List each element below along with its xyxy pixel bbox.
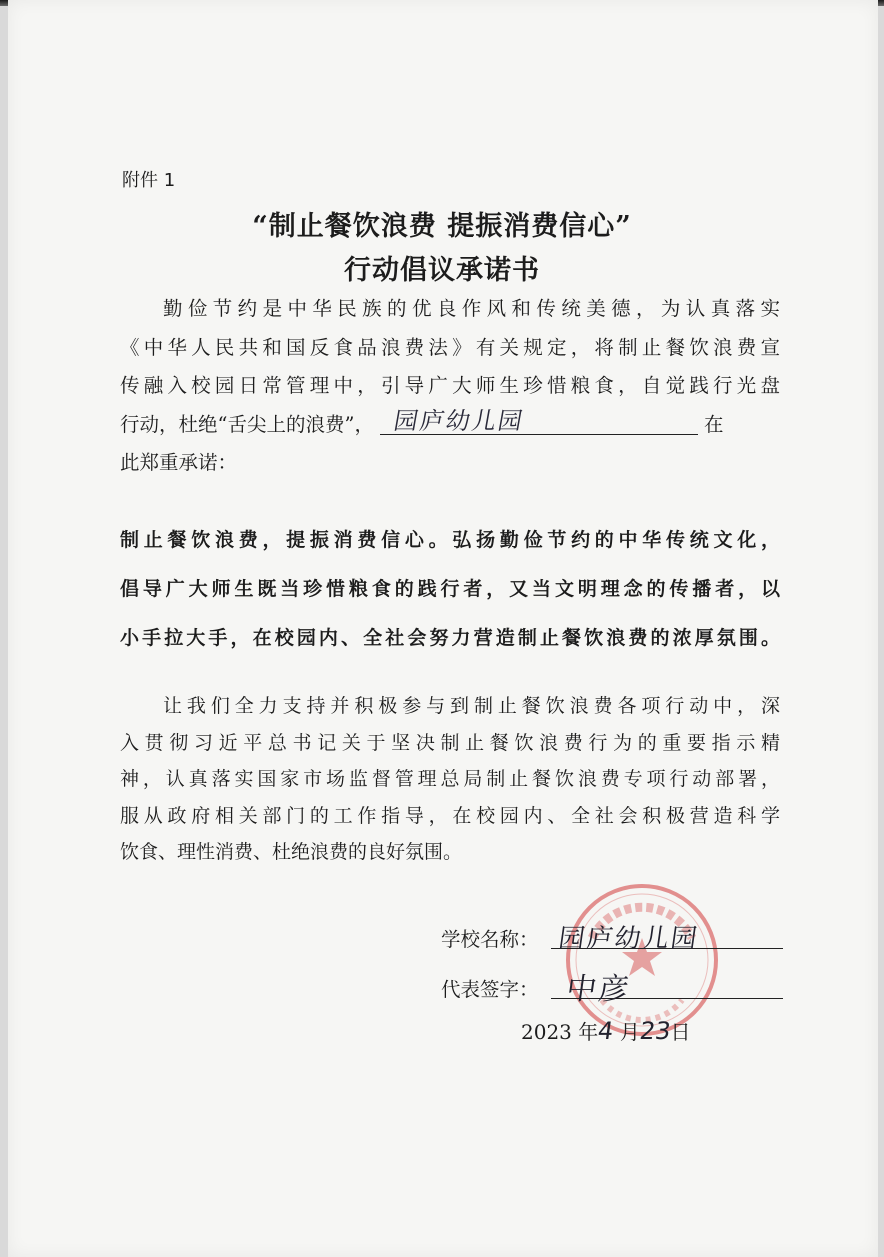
date-year: 2023 年 [521, 1020, 599, 1044]
text-line: 神，认真落实国家市场监督管理总局制止餐饮浪费专项行动部署， [120, 768, 780, 790]
school-fill-line [120, 406, 780, 445]
handwritten-representative-signature: 中彦 [564, 972, 633, 1007]
attachment-label: 附件 1 [122, 170, 176, 191]
representative-label: 代表签字： [441, 978, 539, 1001]
text-line: 饮食、理性消费、杜绝浪费的良好氛围。 [120, 841, 463, 863]
text-line: 制止餐饮浪费，提振消费信心。弘扬勤俭节约的中华传统文化， [120, 529, 780, 551]
text-line: 让我们全力支持并积极参与到制止餐饮浪费各项行动中，深 [163, 695, 780, 717]
handwritten-school-signature: 园庐幼儿园 [556, 924, 701, 954]
text-line: 倡导广大师生既当珍惜粮食的践行者，又当文明理念的传播者，以 [120, 578, 780, 600]
school-name-blank [380, 408, 698, 435]
representative-row [441, 972, 633, 1007]
signing-date [521, 1016, 690, 1045]
text-line: 此郑重承诺： [120, 451, 238, 474]
handwritten-school-name: 园庐幼儿园 [391, 406, 527, 435]
date-day-handwritten: 23 [637, 1017, 673, 1045]
date-day-label: 日 [670, 1020, 691, 1044]
text-segment: 在 [703, 412, 724, 436]
date-month-handwritten: 4 [596, 1017, 616, 1045]
text-line: 传融入校园日常管理中，引导广大师生珍惜粮食，自觉践行光盘 [120, 374, 780, 397]
text-line: 服从政府相关部门的工作指导，在校园内、全社会积极营造科学 [120, 804, 780, 827]
school-name-row [441, 924, 701, 954]
text-line: 小手拉大手，在校园内、全社会努力营造制止餐饮浪费的浓厚氛围。 [120, 627, 780, 649]
school-name-label: 学校名称： [441, 928, 539, 951]
document-title: “制止餐饮浪费 提振消费信心” [252, 211, 632, 242]
paragraph-action [120, 688, 780, 871]
text-segment: 行动，杜绝“舌尖上的浪费”， [120, 412, 374, 436]
text-line: 勤俭节约是中华民族的优良作风和传统美德，为认真落实 [163, 297, 780, 320]
text-line: 入贯彻习近平总书记关于坚决制止餐饮浪费行为的重要指示精 [120, 731, 780, 754]
text-line: 《中华人民共和国反食品浪费法》有关规定，将制止餐饮浪费宣 [120, 335, 780, 359]
document-subtitle: 行动倡议承诺书 [344, 255, 540, 286]
paragraph-intro [120, 290, 780, 483]
paragraph-commitment [120, 516, 780, 663]
date-month-label: 月 [619, 1020, 640, 1044]
